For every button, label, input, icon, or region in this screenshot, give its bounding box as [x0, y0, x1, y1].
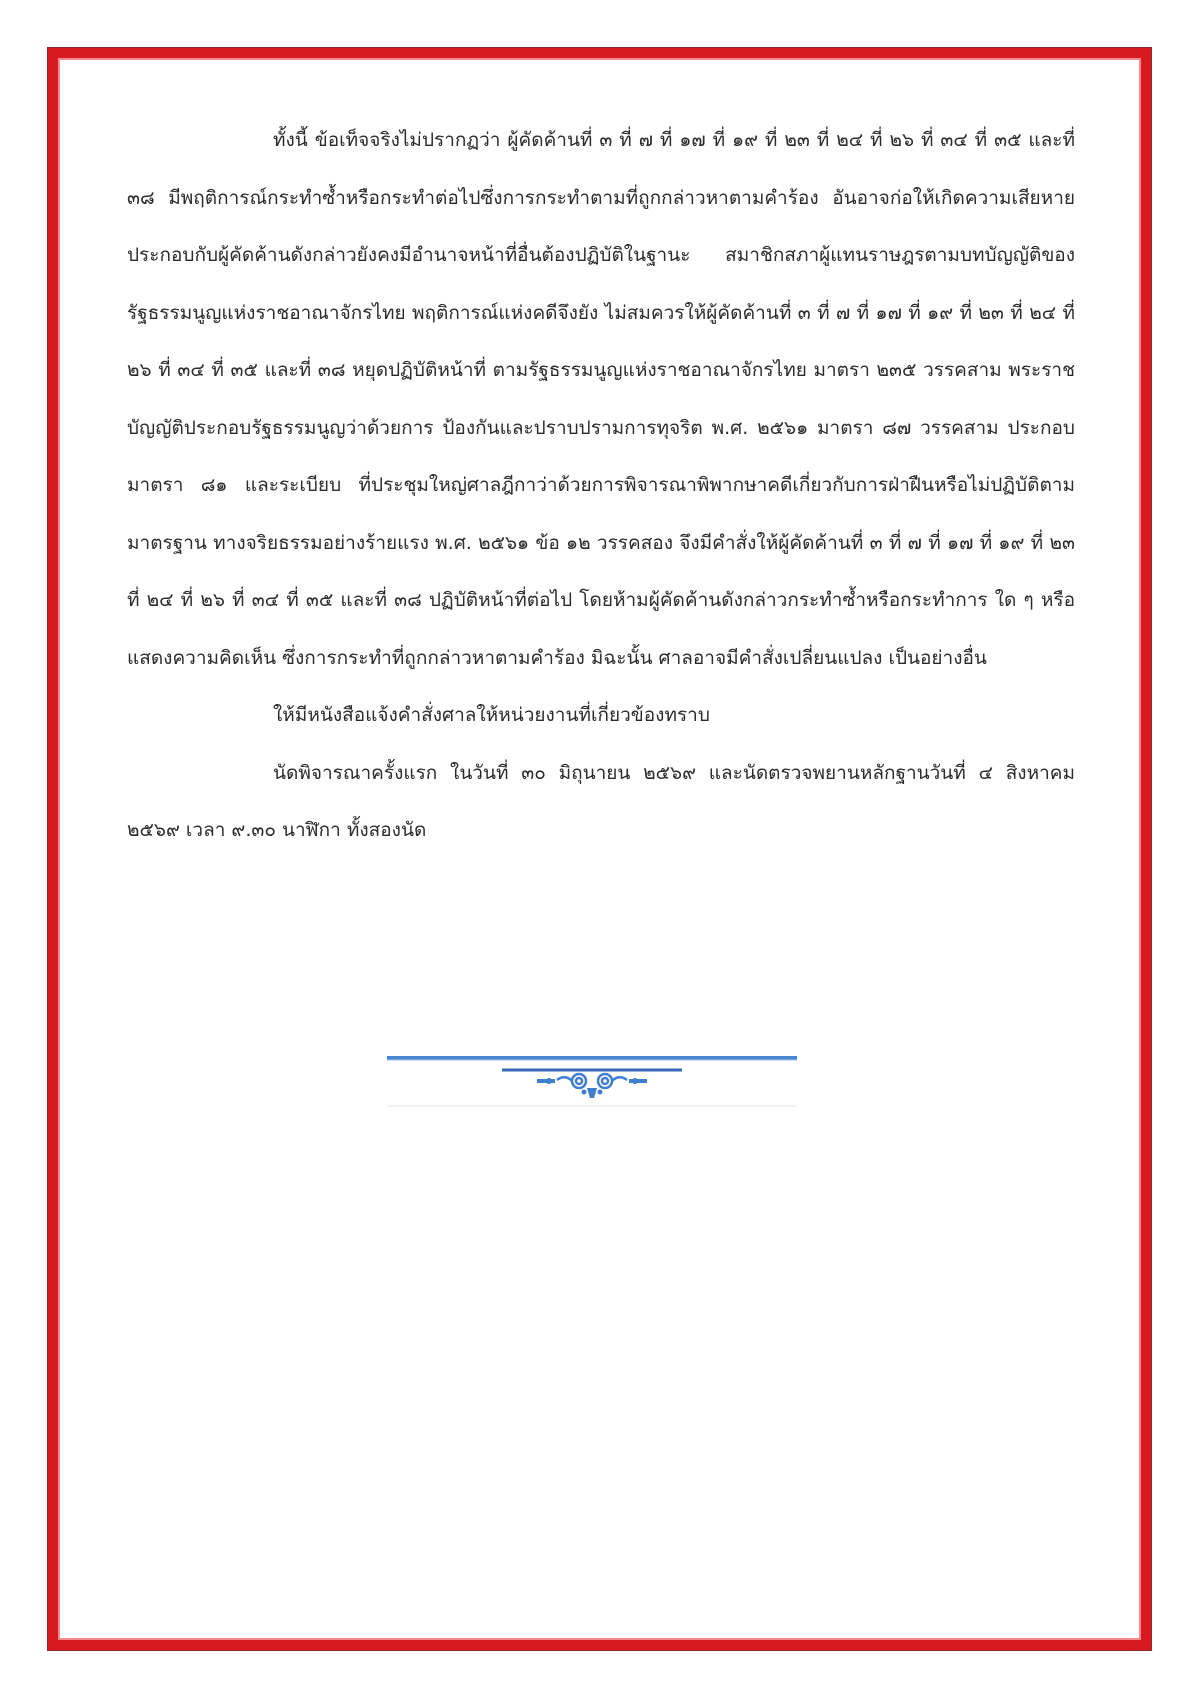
- paragraph-notice: ให้มีหนังสือแจ้งคำสั่งศาลให้หน่วยงานที่เกี่ยวข้องทราบ: [273, 704, 710, 726]
- scroll-divider-icon: [387, 1050, 797, 1120]
- paragraph-ruling: ทั้งนี้ ข้อเท็จจริงไม่ปรากฏว่า ผู้คัดค้านที่ ๓ ที่ ๗ ที่ ๑๗ ที่ ๑๙ ที่ ๒๓ ที่ ๒๔ ที่ ๒๖ ที่ ๓๔ ที่ ๓๕ และที่ ๓๘ มีพฤติการณ์กระทำซ้ำหรือกระทำต่อไปซึ่งการกระทำตามที่ถูกกล่าวหาตามคำร้อง อันอาจก่อให้เกิดความเสียหาย ประกอบกับผู้คัดค้านดังกล่าวยังคงมีอำนาจหน้าที่อื่นต้องปฏิบัติในฐานะ สมาชิกสภาผู้แทนราษฎรตามบทบัญญัติของรัฐธรรมนูญแห่งราชอาณาจักรไทย พฤติการณ์แห่งคดีจึงยัง ไม่สมควรให้ผู้คัดค้านที่ ๓ ที่ ๗ ที่ ๑๗ ที่ ๑๙ ที่ ๒๓ ที่ ๒๔ ที่ ๒๖ ที่ ๓๔ ที่ ๓๕ และที่ ๓๘ หยุดปฏิบัติหน้าที่ ตามรัฐธรรมนูญแห่งราชอาณาจักรไทย มาตรา ๒๓๕ วรรคสาม พระราชบัญญัติประกอบรัฐธรรมนูญว่าด้วยการ ป้องกันและปราบปรามการทุจริต พ.ศ. ๒๕๖๑ มาตรา ๘๗ วรรคสาม ประกอบมาตรา ๘๑ และระเบียบ ที่ประชุมใหญ่ศาลฎีกาว่าด้วยการพิจารณาพิพากษาคดีเกี่ยวกับการฝ่าฝืนหรือไม่ปฏิบัติตามมาตรฐาน ทางจริยธรรมอย่างร้ายแรง พ.ศ. ๒๕๖๑ ข้อ ๑๒ วรรคสอง จึงมีคำสั่งให้ผู้คัดค้านที่ ๓ ที่ ๗ ที่ ๑๗ ที่ ๑๙ ที่ ๒๓ ที่ ๒๔ ที่ ๒๖ ที่ ๓๔ ที่ ๓๕ และที่ ๓๘ ปฏิบัติหน้าที่ต่อไป โดยห้ามผู้คัดค้านดังกล่าวกระทำซ้ำหรือกระทำการ ใด ๆ หรือแสดงความคิดเห็น ซึ่งการกระทำที่ถูกกล่าวหาตามคำร้อง มิฉะนั้น ศาลอาจมีคำสั่งเปลี่ยนแปลง เป็นอย่างอื่น: [127, 129, 1075, 669]
- document-body: [127, 112, 1075, 860]
- paragraph-hearing-dates: นัดพิจารณาครั้งแรก ในวันที่ ๓๐ มิถุนายน ๒๕๖๙ และนัดตรวจพยานหลักฐานวันที่ ๔ สิงหาคม ๒๕๖๙ เวลา ๙.๓๐ นาฬิกา ทั้งสองนัด: [127, 761, 1075, 841]
